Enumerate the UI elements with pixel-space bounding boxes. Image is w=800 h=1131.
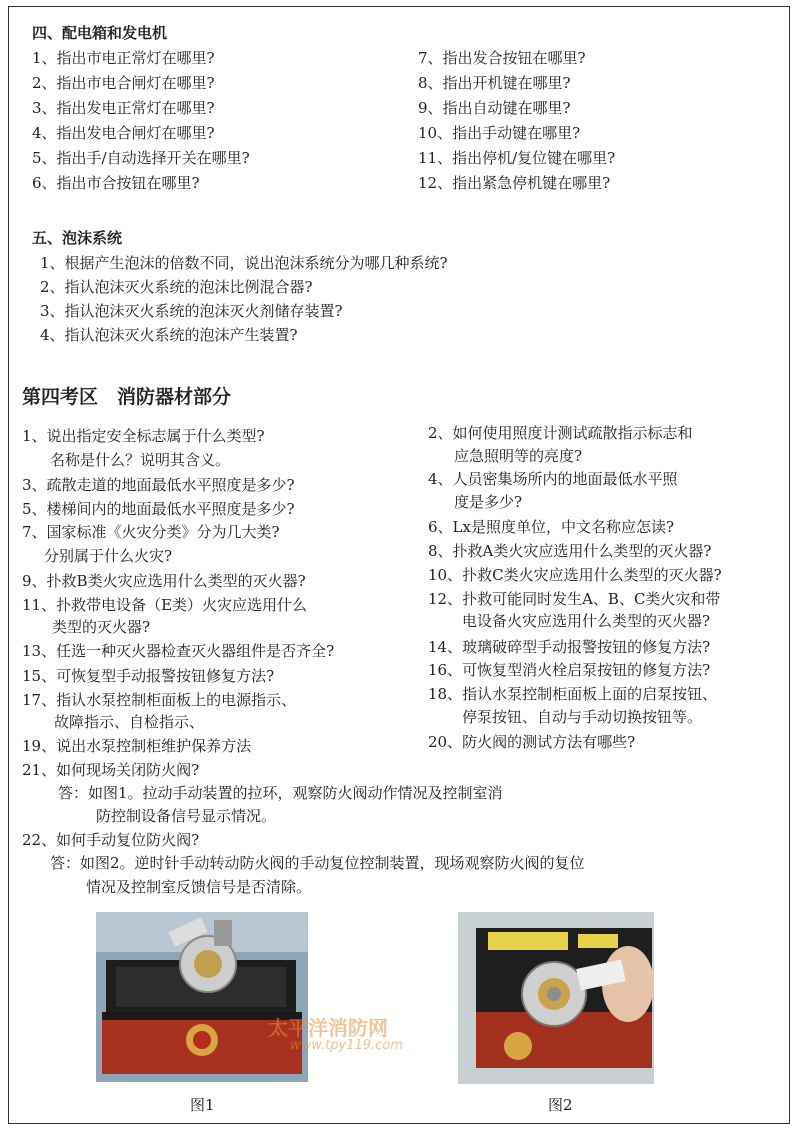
section4-right-item-4: 10、指出手动键在哪里? (418, 124, 581, 142)
zone4-left-line-14: 19、说出水泵控制柜维护保养方法 (22, 737, 252, 755)
section4-left-item-1: 1、指出市电正常灯在哪里? (32, 49, 215, 67)
section5-item-3: 3、指认泡沫灭火系统的泡沫灭火剂储存装置? (40, 302, 343, 320)
section4-left-item-3: 3、指出发电正常灯在哪里? (32, 99, 215, 117)
zone4-left-line-5: 7、国家标准《火灾分类》分为几大类? (22, 523, 280, 541)
zone4-right-line-5: 6、Lx是照度单位，中文名称应怎读? (428, 518, 675, 536)
section4-right-item-2: 8、指出开机键在哪里? (418, 74, 571, 92)
section4-left-item-2: 2、指出市电合闸灯在哪里? (32, 74, 215, 92)
figure2-caption: 图2 (548, 1096, 573, 1114)
zone4-left-line-9: 类型的灭火器? (52, 618, 151, 636)
zone4-title: 第四考区 消防器材部分 (22, 386, 232, 408)
answer-22-line2: 情况及控制室反馈信号是否清除。 (86, 878, 312, 896)
zone4-right-line-13: 停泵按钮、自动与手动切换按钮等。 (462, 708, 703, 726)
question-21: 21、如何现场关闭防火阀? (22, 761, 200, 779)
section4-title: 四、配电箱和发电机 (32, 24, 168, 42)
section4-right-item-3: 9、指出自动键在哪里? (418, 99, 571, 117)
zone4-left-line-10: 13、任选一种灭火器检查灭火器组件是否齐全? (22, 642, 335, 660)
question-22: 22、如何手动复位防火阀? (22, 831, 200, 849)
section4-left-item-4: 4、指出发电合闸灯在哪里? (32, 124, 215, 142)
zone4-left-line-4: 5、楼梯间内的地面最低水平照度是多少? (22, 500, 295, 518)
section4-left-item-6: 6、指出市合按钮在哪里? (32, 174, 200, 192)
answer-22-line1: 答：如图2。逆时针手动转动防火阀的手动复位控制装置，现场观察防火阀的复位 (50, 854, 585, 872)
zone4-right-line-6: 8、扑救A类火灾应选用什么类型的灭火器? (428, 542, 712, 560)
watermark-name: 太平洋消防网 (268, 1016, 388, 1040)
figure1-photo (96, 912, 308, 1082)
zone4-right-line-8: 12、扑救可能同时发生A、B、C类火灾和带 (428, 590, 721, 608)
section4-right-item-1: 7、指出发合按钮在哪里? (418, 49, 586, 67)
section5-item-1: 1、根据产生泡沫的倍数不同，说出泡沫系统分为哪几种系统? (40, 254, 448, 272)
section4-left-item-5: 5、指出手/自动选择开关在哪里? (32, 149, 250, 167)
zone4-right-line-3: 4、人员密集场所内的地面最低水平照 (428, 470, 678, 488)
zone4-right-line-1: 2、如何使用照度计测试疏散指示标志和 (428, 424, 693, 442)
section4-right-item-5: 11、指出停机/复位键在哪里? (418, 149, 616, 167)
answer-21-line2: 防控制设备信号显示情况。 (96, 807, 277, 825)
zone4-left-line-12: 17、指认水泵控制柜面板上的电源指示、 (22, 691, 297, 709)
zone4-left-line-11: 15、可恢复型手动报警按钮修复方法? (22, 667, 275, 685)
figure2-photo (458, 912, 654, 1084)
figure1-caption: 图1 (190, 1096, 215, 1114)
zone4-left-line-1: 1、说出指定安全标志属于什么类型? (22, 427, 265, 445)
zone4-right-line-2: 应急照明等的亮度? (454, 447, 583, 465)
zone4-right-line-14: 20、防火阀的测试方法有哪些? (428, 733, 636, 751)
zone4-right-line-4: 度是多少? (454, 493, 523, 511)
watermark-url: www.tpy119.com (290, 1038, 403, 1053)
zone4-right-line-10: 14、玻璃破碎型手动报警按钮的修复方法? (428, 638, 711, 656)
section4-right-item-6: 12、指出紧急停机键在哪里? (418, 174, 611, 192)
zone4-left-line-7: 9、扑救B类火灾应选用什么类型的灭火器? (22, 572, 306, 590)
answer-21-line1: 答：如图1。拉动手动装置的拉环，观察防火阀动作情况及控制室消 (58, 784, 503, 802)
section5-item-2: 2、指认泡沫灭火系统的泡沫比例混合器? (40, 278, 313, 296)
zone4-right-line-12: 18、指认水泵控制柜面板上面的启泵按钮、 (428, 685, 718, 703)
zone4-left-line-8: 11、扑救带电设备（E类）火灾应选用什么 (22, 596, 308, 614)
zone4-left-line-2: 名称是什么？说明其含义。 (50, 451, 231, 469)
zone4-left-line-6: 分别属于什么火灾? (44, 547, 173, 565)
section5-title: 五、泡沫系统 (32, 229, 123, 247)
zone4-left-line-3: 3、疏散走道的地面最低水平照度是多少? (22, 476, 295, 494)
zone4-right-line-7: 10、扑救C类火灾应选用什么类型的灭火器? (428, 566, 722, 584)
zone4-right-line-11: 16、可恢复型消火栓启泵按钮的修复方法? (428, 661, 711, 679)
zone4-right-line-9: 电设备火灾应选用什么类型的灭火器? (462, 612, 711, 630)
section5-item-4: 4、指认泡沫灭火系统的泡沫产生装置? (40, 326, 298, 344)
zone4-left-line-13: 故障指示、自检指示、 (54, 713, 205, 731)
